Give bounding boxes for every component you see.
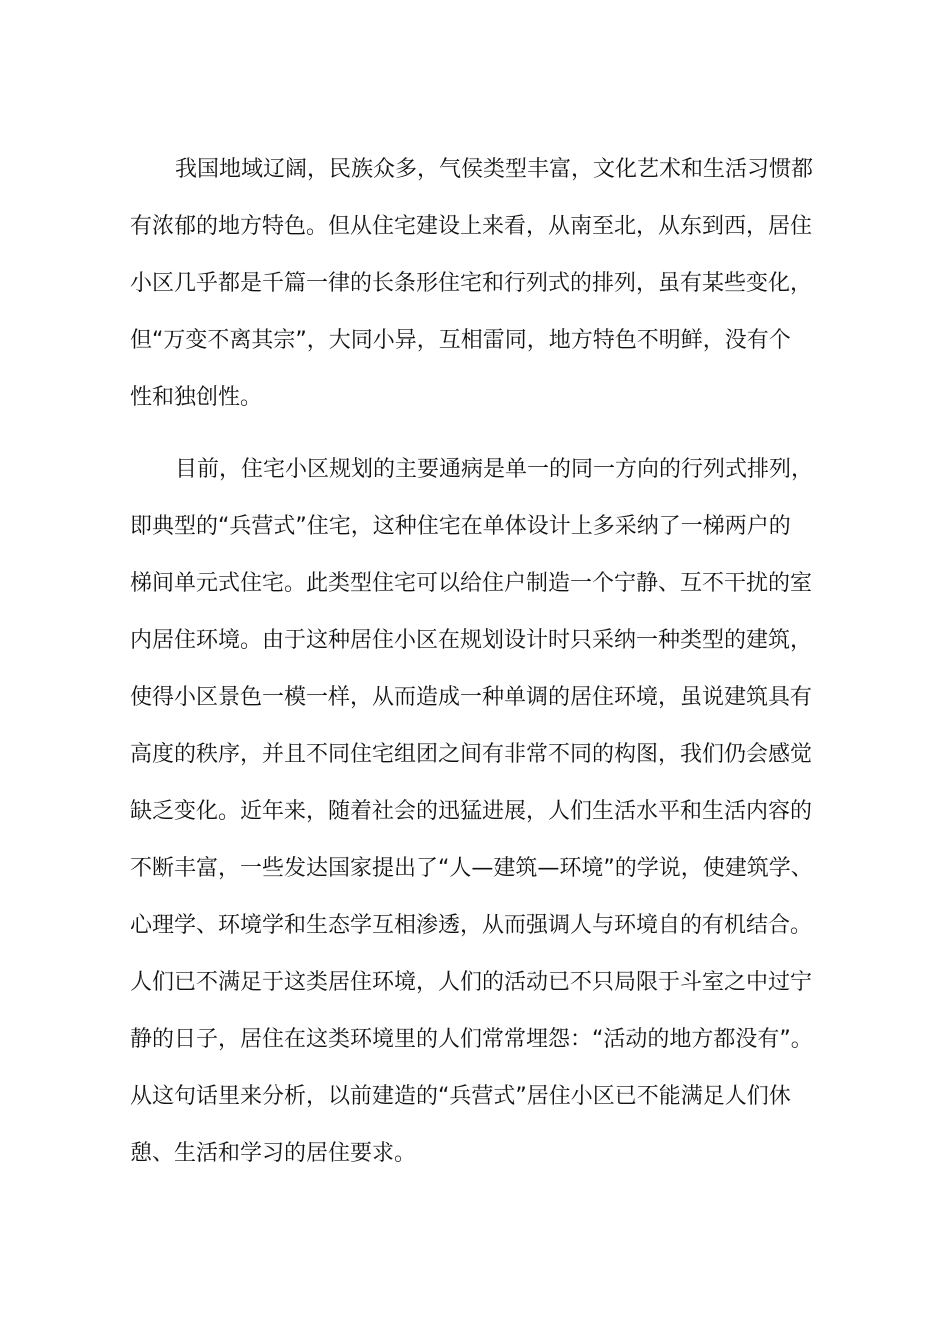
paragraph-1-line-1: 我国地域辽阔，民族众多，气侯类型丰富，文化艺术和生活习惯都 — [175, 157, 814, 182]
paragraph-2-line-8: 不断丰富，一些发达国家提出了“人—建筑—环境”的学说，使建筑学、 — [130, 856, 813, 881]
paragraph-1-line-4: 但“万变不离其宗”，大同小异，互相雷同，地方特色不明鲜，没有个 — [130, 328, 791, 353]
paragraph-2-line-6: 高度的秩序，并且不同住宅组团之间有非常不同的构图，我们仍会感觉 — [130, 742, 813, 767]
paragraph-2-line-2: 即典型的“兵营式”住宅，这种住宅在单体设计上多采纳了一梯两户的 — [130, 514, 791, 539]
paragraph-2-line-9: 心理学、环境学和生态学互相渗透，从而强调人与环境自的有机结合。 — [130, 913, 813, 938]
paragraph-2-line-12: 从这句话里来分析，以前建造的“兵营式”居住小区已不能满足人们休 — [130, 1084, 791, 1109]
paragraph-2-line-4: 内居住环境。由于这种居住小区在规划设计时只采纳一种类型的建筑， — [130, 628, 813, 653]
paragraph-1-line-3: 小区几乎都是千篇一律的长条形住宅和行列式的排列，虽有某些变化， — [130, 271, 813, 296]
paragraph-1-line-2: 有浓郁的地方特色。但从住宅建设上来看，从南至北，从东到西，居住 — [130, 214, 813, 239]
paragraph-2-line-1: 目前，住宅小区规划的主要通病是单一的同一方向的行列式排列， — [175, 457, 814, 482]
paragraph-1-line-5: 性和独创性。 — [130, 385, 263, 410]
paragraph-2-line-5: 使得小区景色一模一样，从而造成一种单调的居住环境，虽说建筑具有 — [130, 685, 813, 710]
paragraph-2-line-10: 人们已不满足于这类居住环境，人们的活动已不只局限于斗室之中过宁 — [130, 970, 813, 995]
paragraph-2-line-13: 憩、生活和学习的居住要求。 — [130, 1141, 417, 1166]
paragraph-2-line-7: 缺乏变化。近年来，随着社会的迅猛进展，人们生活水平和生活内容的 — [130, 799, 813, 824]
paragraph-2-line-11: 静的日子，居住在这类环境里的人们常常埋怨：“活动的地方都没有”。 — [130, 1027, 813, 1052]
paragraph-2-line-3: 梯间单元式住宅。此类型住宅可以给住户制造一个宁静、互不干扰的室 — [130, 571, 813, 596]
